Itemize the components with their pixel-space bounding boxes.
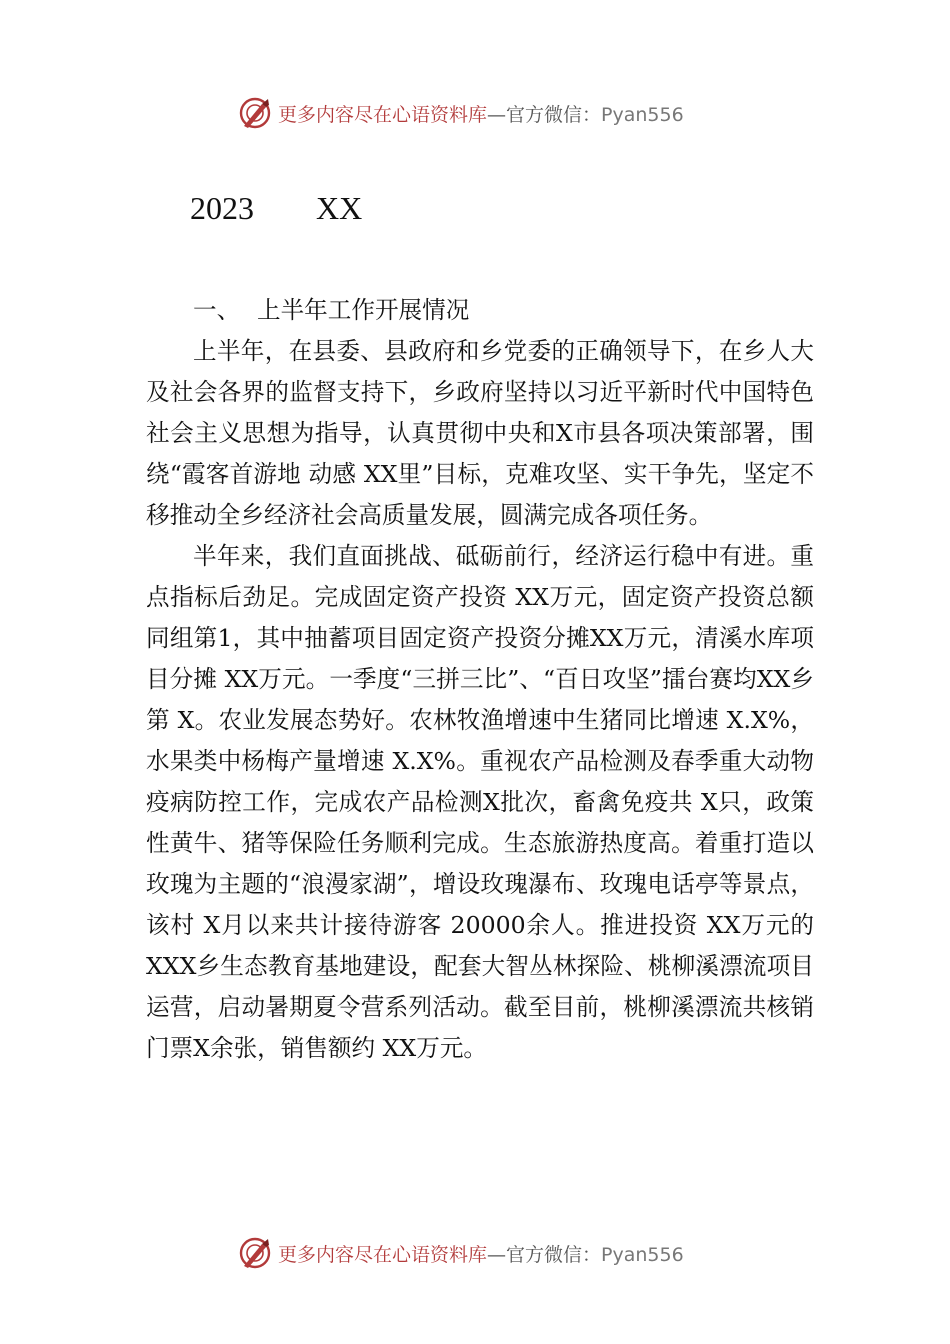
document-body [146,290,814,1069]
banner-wechat-label: —官方微信： [487,103,602,126]
paragraph-1: 上半年，在县委、县政府和乡党委的正确领导下，在乡人大及社会各界的监督支持下，乡政府坚持以习近平新时代中国特色社会主义思想为指导，认真贯彻中央和X市县各项决策部署，围绕“霞客首游地 动感 XX里”目标，克难攻坚、实干争先，坚定不移推动全乡经济社会高质量发展，圆满完成各项任务。 [146,337,814,529]
paragraph-2: 半年来，我们直面挑战、砥砺前行，经济运行稳中有进。重点指标后劲足。完成固定资产投资 XX万元，固定资产投资总额同组第1，其中抽蓄项目固定资产投资分摊XX万元，清溪水库项目分摊 XX万元。一季度“三拼三比”、“百日攻坚”擂台赛均XX乡第 X。农业发展态势好。农林牧渔增速中生猪同比增速 X.X%，水果类中杨梅产量增速 X.X%。重视农产品检测及春季重大动物疫病防控工作，完成农产品检测X批次，畜禽免疫共 X只，政策性黄牛、猪等保险任务顺利完成。生态旅游热度高。着重打造以玫瑰为主题的“浪漫家湖”，增设玫瑰瀑布、玫瑰电话亭等景点，该村 X月以来共计接待游客 20000余人。推进投资 XX万元的 XXX乡生态教育基地建设，配套大智丛林探险、桃柳溪漂流项目运营，启动暑期夏令营系列活动。截至目前，桃柳溪漂流共核销门票X余张，销售额约 XX万元。 [146,542,814,1062]
banner-wechat-id: Pyan556 [601,1243,684,1266]
pen-logo-icon [238,96,272,130]
title-rest: XX [316,190,363,226]
banner-text [278,1240,684,1267]
banner-wechat-id: Pyan556 [601,103,684,126]
document-title [190,190,362,227]
header-watermark-banner [238,95,798,131]
section-title: 上半年工作开展情况 [257,296,470,324]
pen-logo-icon [238,1236,272,1270]
banner-library-text: 更多内容尽在心语资料库 [278,1243,488,1266]
banner-wechat-label: —官方微信： [487,1243,602,1266]
footer-watermark-banner [238,1235,798,1271]
title-year: 2023 [190,190,254,226]
section-number: 一、 [193,296,241,324]
banner-library-text: 更多内容尽在心语资料库 [278,103,488,126]
banner-text [278,100,684,127]
section-heading [146,290,814,331]
